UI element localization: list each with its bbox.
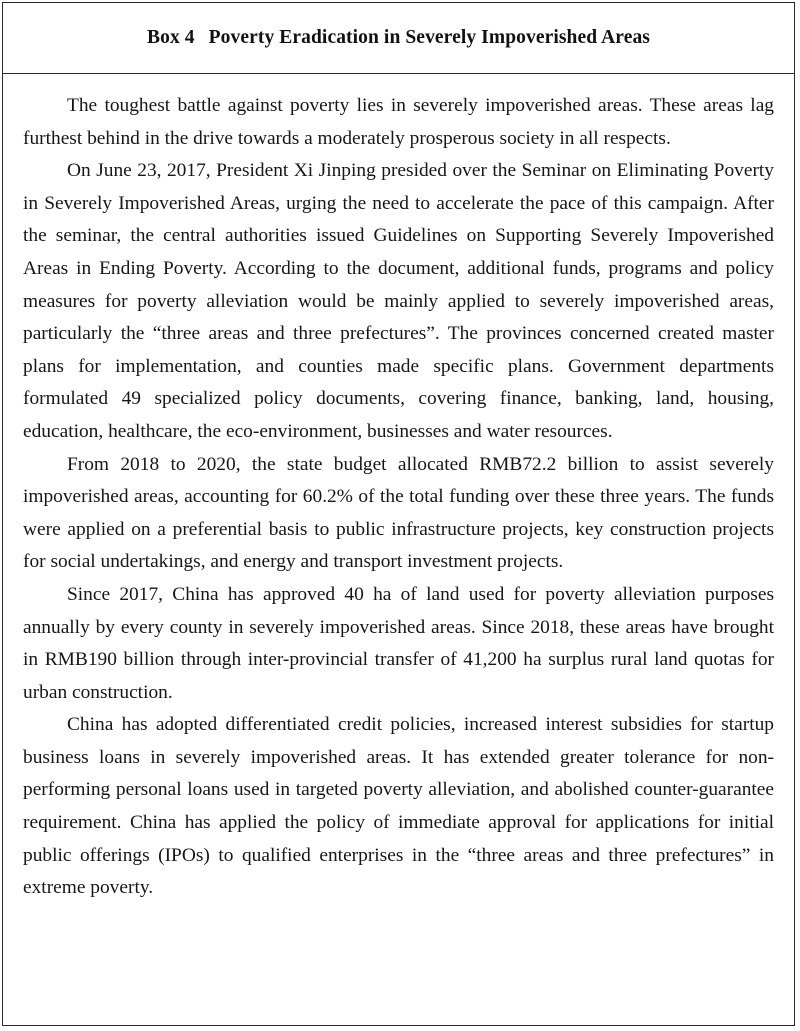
text-box [2,2,795,1026]
box-body [3,74,794,905]
paragraph-intro: The toughest battle against poverty lies in severely impoverished areas. These areas lag furthest behind in the drive towards a moderately prosperous society in all respects. [23,95,774,149]
box-header [3,3,794,74]
box-label: Box 4 [146,27,195,48]
paragraph-land: Since 2017, China has approved 40 ha of land used for poverty alleviation purposes annually by every county in severely impoverished areas. Since 2018, these areas have brought in RMB190 billion through inter-provincial transfer of 41,200 ha surplus rural land quotas for urban construction. [23,583,774,703]
paragraph-credit: China has adopted differentiated credit policies, increased interest subsidies for startup business loans in severely impoverished areas. It has extended greater tolerance for non-performing personal loans used in targeted poverty alleviation, and abolished counter-guarantee requirement. China has applied the policy of immediate approval for applications for initial public offerings (IPOs) to qualified enterprises in the “three areas and three prefectures” in extreme poverty. [23,714,774,899]
paragraph-seminar: On June 23, 2017, President Xi Jinping presided over the Seminar on Eliminating Poverty in Severely Impoverished Areas, urging the need to accelerate the pace of this campaign. After the seminar, the central authorities issued Guidelines on Supporting Severely Impoverished Areas in Ending Poverty. According to the document, additional funds, programs and policy measures for poverty alleviation would be mainly applied to severely impoverished areas, particularly the “three areas and three prefectures”. The provinces concerned created master plans for implementation, and counties made specific plans. Government departments formulated 49 specialized policy documents, covering finance, banking, land, housing, education, healthcare, the eco-environment, businesses and water resources. [23,160,774,442]
box-title-text: Poverty Eradication in Severely Impoverished Areas [208,27,650,48]
box-title [147,27,650,49]
paragraph-budget: From 2018 to 2020, the state budget allocated RMB72.2 billion to assist severely impoverished areas, accounting for 60.2% of the total funding over these three years. The funds were applied on a preferential basis to public infrastructure projects, key construction projects for social undertakings, and energy and transport investment projects. [23,453,774,573]
